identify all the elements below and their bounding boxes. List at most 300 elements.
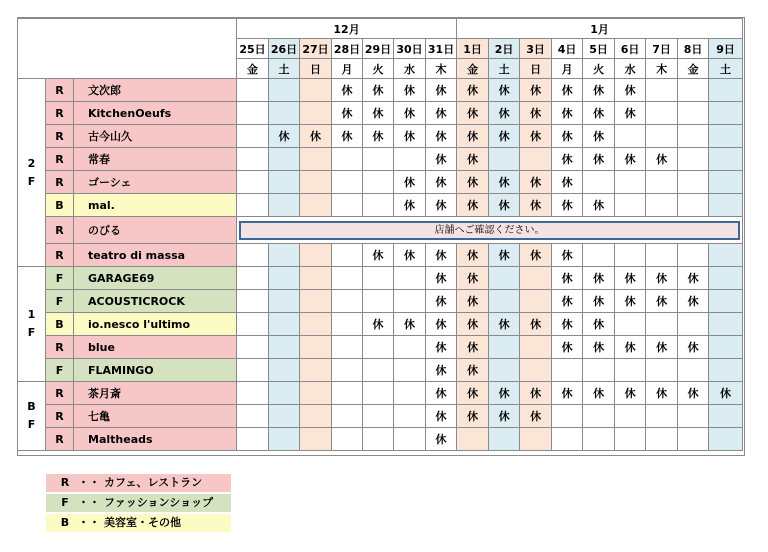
day-cell — [709, 428, 743, 451]
day-cell — [678, 405, 709, 428]
day-cell — [363, 171, 394, 194]
date-cell: 5日 — [583, 39, 615, 59]
weekday-cell: 土 — [489, 59, 520, 79]
weekday-cell: 木 — [426, 59, 457, 79]
day-cell: 休 — [457, 148, 489, 171]
store-category: R — [46, 148, 74, 171]
table-row — [18, 359, 743, 382]
day-cell — [646, 171, 678, 194]
day-cell — [300, 359, 332, 382]
day-cell: 休 — [489, 382, 520, 405]
date-cell: 9日 — [709, 39, 743, 59]
table-row — [18, 79, 743, 102]
store-name: mal. — [74, 194, 237, 217]
table-row — [18, 336, 743, 359]
store-name: のびる — [74, 217, 237, 244]
day-cell — [363, 359, 394, 382]
day-cell: 休 — [520, 405, 552, 428]
weekday-cell: 金 — [457, 59, 489, 79]
date-cell: 26日 — [269, 39, 300, 59]
store-name: ゴーシェ — [74, 171, 237, 194]
store-category: R — [46, 382, 74, 405]
day-cell — [709, 359, 743, 382]
day-cell: 休 — [457, 102, 489, 125]
day-cell: 休 — [583, 313, 615, 336]
store-name: FLAMINGO — [74, 359, 237, 382]
day-cell — [363, 148, 394, 171]
day-cell — [678, 79, 709, 102]
day-cell — [394, 428, 426, 451]
day-cell — [332, 148, 363, 171]
header-corner — [18, 19, 237, 79]
day-cell: 休 — [457, 405, 489, 428]
month-header-row — [18, 19, 743, 39]
day-cell: 休 — [678, 382, 709, 405]
day-cell: 休 — [426, 194, 457, 217]
weekday-cell: 火 — [583, 59, 615, 79]
legend-key: B — [60, 516, 70, 529]
day-cell: 休 — [332, 125, 363, 148]
weekday-cell: 土 — [269, 59, 300, 79]
day-cell: 休 — [457, 171, 489, 194]
day-cell — [237, 244, 269, 267]
day-cell: 休 — [520, 194, 552, 217]
day-cell: 休 — [426, 336, 457, 359]
day-cell: 休 — [394, 244, 426, 267]
day-cell — [678, 171, 709, 194]
store-category: B — [46, 194, 74, 217]
day-cell — [709, 171, 743, 194]
day-cell — [489, 336, 520, 359]
day-cell — [583, 359, 615, 382]
day-cell — [237, 267, 269, 290]
day-cell: 休 — [583, 148, 615, 171]
day-cell — [237, 290, 269, 313]
day-cell — [332, 382, 363, 405]
floor-label-part: F — [27, 174, 36, 188]
day-cell: 休 — [583, 102, 615, 125]
day-cell — [237, 382, 269, 405]
weekday-cell: 火 — [363, 59, 394, 79]
day-cell — [269, 359, 300, 382]
day-cell — [363, 405, 394, 428]
day-cell: 休 — [489, 79, 520, 102]
table-row — [18, 125, 743, 148]
day-cell — [269, 79, 300, 102]
floor-label-1f — [18, 267, 46, 382]
day-cell — [646, 244, 678, 267]
day-cell: 休 — [646, 267, 678, 290]
day-cell: 休 — [552, 244, 583, 267]
day-cell — [269, 336, 300, 359]
day-cell: 休 — [457, 359, 489, 382]
day-cell: 休 — [552, 125, 583, 148]
date-cell: 6日 — [615, 39, 646, 59]
day-cell — [552, 359, 583, 382]
day-cell — [646, 125, 678, 148]
day-cell: 休 — [520, 171, 552, 194]
day-cell — [709, 148, 743, 171]
day-cell — [300, 244, 332, 267]
table-row — [18, 267, 743, 290]
table-row — [18, 148, 743, 171]
store-category: R — [46, 102, 74, 125]
day-cell — [615, 405, 646, 428]
store-name: blue — [74, 336, 237, 359]
store-category: F — [46, 290, 74, 313]
store-category: B — [46, 313, 74, 336]
day-cell — [332, 290, 363, 313]
day-cell: 休 — [457, 194, 489, 217]
store-name: 七亀 — [74, 405, 237, 428]
store-category: R — [46, 244, 74, 267]
day-cell — [363, 267, 394, 290]
day-cell: 休 — [426, 313, 457, 336]
store-name: KitchenOeufs — [74, 102, 237, 125]
day-cell: 休 — [583, 194, 615, 217]
day-cell — [363, 194, 394, 217]
legend-dots: ・・ — [78, 476, 100, 489]
weekday-cell: 土 — [709, 59, 743, 79]
day-cell — [646, 194, 678, 217]
day-cell — [678, 359, 709, 382]
store-category: R — [46, 125, 74, 148]
day-cell — [583, 171, 615, 194]
day-cell: 休 — [363, 313, 394, 336]
day-cell: 休 — [457, 79, 489, 102]
day-cell — [615, 194, 646, 217]
day-cell: 休 — [394, 171, 426, 194]
legend-dots: ・・ — [78, 516, 100, 529]
day-cell: 休 — [678, 267, 709, 290]
date-cell: 2日 — [489, 39, 520, 59]
store-name: teatro di massa — [74, 244, 237, 267]
day-cell: 休 — [646, 148, 678, 171]
day-cell: 休 — [489, 313, 520, 336]
day-cell: 休 — [394, 125, 426, 148]
day-cell: 休 — [457, 313, 489, 336]
day-cell — [269, 382, 300, 405]
weekday-cell: 水 — [615, 59, 646, 79]
day-cell: 休 — [615, 290, 646, 313]
day-cell: 休 — [332, 79, 363, 102]
weekday-cell: 日 — [300, 59, 332, 79]
day-cell — [646, 102, 678, 125]
date-cell: 27日 — [300, 39, 332, 59]
day-cell — [709, 405, 743, 428]
date-cell: 31日 — [426, 39, 457, 59]
day-cell: 休 — [426, 405, 457, 428]
day-cell: 休 — [363, 244, 394, 267]
day-cell: 休 — [426, 290, 457, 313]
floor-label-part: 2 — [27, 156, 36, 170]
legend-item — [46, 474, 231, 492]
day-cell — [678, 428, 709, 451]
day-cell: 休 — [394, 194, 426, 217]
date-cell: 29日 — [363, 39, 394, 59]
day-cell: 休 — [489, 194, 520, 217]
day-cell: 休 — [426, 428, 457, 451]
day-cell — [237, 359, 269, 382]
day-cell: 休 — [552, 148, 583, 171]
legend-description: ファッションショップ — [104, 496, 214, 509]
day-cell — [646, 405, 678, 428]
day-cell — [615, 313, 646, 336]
store-name: io.nesco l'ultimo — [74, 313, 237, 336]
day-cell — [709, 244, 743, 267]
table-row — [18, 405, 743, 428]
day-cell — [269, 290, 300, 313]
table-row — [18, 244, 743, 267]
day-cell — [583, 428, 615, 451]
weekday-cell: 月 — [332, 59, 363, 79]
day-cell: 休 — [520, 125, 552, 148]
day-cell — [489, 428, 520, 451]
notice-cell — [237, 217, 743, 244]
day-cell — [332, 194, 363, 217]
day-cell — [363, 382, 394, 405]
day-cell — [237, 102, 269, 125]
day-cell — [394, 290, 426, 313]
store-name: 文次郎 — [74, 79, 237, 102]
day-cell: 休 — [426, 171, 457, 194]
day-cell — [520, 336, 552, 359]
day-cell — [646, 359, 678, 382]
day-cell: 休 — [426, 382, 457, 405]
holiday-calendar-table — [17, 18, 743, 451]
day-cell — [300, 336, 332, 359]
floor-label-part: 1 — [27, 308, 36, 321]
legend-key: R — [60, 476, 70, 489]
table-row — [18, 217, 743, 244]
legend-item — [46, 514, 231, 532]
day-cell — [709, 125, 743, 148]
store-name: Maltheads — [74, 428, 237, 451]
day-cell — [300, 194, 332, 217]
day-cell — [237, 428, 269, 451]
day-cell — [363, 336, 394, 359]
day-cell — [646, 79, 678, 102]
weekday-cell: 金 — [237, 59, 269, 79]
day-cell — [332, 359, 363, 382]
day-cell: 休 — [426, 125, 457, 148]
day-cell — [615, 171, 646, 194]
day-cell: 休 — [520, 313, 552, 336]
day-cell: 休 — [552, 79, 583, 102]
date-cell: 1日 — [457, 39, 489, 59]
table-row — [18, 313, 743, 336]
day-cell — [269, 194, 300, 217]
day-cell — [709, 313, 743, 336]
day-cell: 休 — [394, 102, 426, 125]
day-cell — [237, 148, 269, 171]
table-row — [18, 194, 743, 217]
table-row — [18, 382, 743, 405]
day-cell — [269, 313, 300, 336]
day-cell: 休 — [709, 382, 743, 405]
day-cell — [237, 405, 269, 428]
day-cell — [237, 79, 269, 102]
day-cell — [615, 359, 646, 382]
day-cell: 休 — [646, 382, 678, 405]
day-cell: 休 — [363, 125, 394, 148]
day-cell — [678, 102, 709, 125]
store-name: ACOUSTICROCK — [74, 290, 237, 313]
day-cell — [520, 148, 552, 171]
day-cell: 休 — [489, 125, 520, 148]
day-cell: 休 — [615, 382, 646, 405]
day-cell: 休 — [615, 267, 646, 290]
floor-label-part: F — [27, 418, 36, 431]
day-cell: 休 — [457, 382, 489, 405]
day-cell: 休 — [269, 125, 300, 148]
day-cell — [332, 267, 363, 290]
store-category: R — [46, 428, 74, 451]
day-cell: 休 — [489, 171, 520, 194]
day-cell: 休 — [394, 79, 426, 102]
store-category: R — [46, 405, 74, 428]
day-cell — [709, 290, 743, 313]
day-cell — [332, 171, 363, 194]
notice-box: 店舗へご確認ください。 — [239, 221, 740, 240]
day-cell — [678, 194, 709, 217]
day-cell: 休 — [615, 102, 646, 125]
floor-label-2f — [18, 79, 46, 267]
day-cell: 休 — [426, 102, 457, 125]
day-cell: 休 — [552, 102, 583, 125]
day-cell: 休 — [457, 267, 489, 290]
day-cell: 休 — [583, 79, 615, 102]
day-cell — [300, 148, 332, 171]
legend-dots: ・・ — [78, 496, 100, 509]
day-cell — [300, 79, 332, 102]
day-cell: 休 — [552, 382, 583, 405]
day-cell — [489, 290, 520, 313]
day-cell — [489, 359, 520, 382]
day-cell — [520, 290, 552, 313]
day-cell — [520, 428, 552, 451]
date-cell: 25日 — [237, 39, 269, 59]
day-cell: 休 — [583, 382, 615, 405]
store-category: R — [46, 171, 74, 194]
day-cell — [269, 171, 300, 194]
day-cell — [269, 267, 300, 290]
day-cell — [332, 313, 363, 336]
day-cell: 休 — [426, 148, 457, 171]
day-cell — [520, 359, 552, 382]
day-cell: 休 — [426, 244, 457, 267]
day-cell: 休 — [583, 267, 615, 290]
day-cell: 休 — [489, 244, 520, 267]
day-cell — [237, 313, 269, 336]
store-name: GARAGE69 — [74, 267, 237, 290]
day-cell: 休 — [552, 171, 583, 194]
date-cell: 4日 — [552, 39, 583, 59]
date-cell: 3日 — [520, 39, 552, 59]
store-category: F — [46, 267, 74, 290]
weekday-cell: 金 — [678, 59, 709, 79]
day-cell — [678, 125, 709, 148]
day-cell — [615, 428, 646, 451]
day-cell — [300, 313, 332, 336]
day-cell: 休 — [552, 194, 583, 217]
day-cell — [269, 148, 300, 171]
day-cell — [237, 125, 269, 148]
day-cell — [709, 79, 743, 102]
table-row — [18, 290, 743, 313]
day-cell — [300, 290, 332, 313]
day-cell — [709, 194, 743, 217]
day-cell: 休 — [426, 267, 457, 290]
day-cell — [583, 405, 615, 428]
date-cell: 28日 — [332, 39, 363, 59]
weekday-cell: 月 — [552, 59, 583, 79]
day-cell — [394, 382, 426, 405]
day-cell: 休 — [552, 336, 583, 359]
day-cell: 休 — [363, 79, 394, 102]
day-cell — [269, 428, 300, 451]
table-row — [18, 102, 743, 125]
day-cell — [394, 405, 426, 428]
weekday-cell: 日 — [520, 59, 552, 79]
day-cell: 休 — [615, 148, 646, 171]
day-cell: 休 — [552, 313, 583, 336]
day-cell — [678, 244, 709, 267]
day-cell — [615, 244, 646, 267]
day-cell — [237, 171, 269, 194]
day-cell — [394, 359, 426, 382]
legend-key: F — [61, 496, 69, 509]
day-cell — [552, 405, 583, 428]
day-cell — [394, 148, 426, 171]
date-cell: 8日 — [678, 39, 709, 59]
day-cell — [269, 405, 300, 428]
day-cell — [300, 267, 332, 290]
day-cell — [583, 244, 615, 267]
weekday-cell: 木 — [646, 59, 678, 79]
day-cell — [489, 148, 520, 171]
day-cell — [678, 313, 709, 336]
day-cell: 休 — [583, 290, 615, 313]
day-cell — [300, 405, 332, 428]
day-cell: 休 — [426, 79, 457, 102]
day-cell: 休 — [615, 336, 646, 359]
day-cell — [678, 148, 709, 171]
day-cell: 休 — [394, 313, 426, 336]
day-cell: 休 — [426, 359, 457, 382]
day-cell — [300, 102, 332, 125]
day-cell: 休 — [457, 336, 489, 359]
store-name: 茶月斎 — [74, 382, 237, 405]
month-january: 1月 — [457, 19, 743, 39]
store-category: F — [46, 359, 74, 382]
weekday-cell: 水 — [394, 59, 426, 79]
floor-label-part: B — [27, 400, 36, 413]
day-cell — [237, 194, 269, 217]
day-cell: 休 — [332, 102, 363, 125]
day-cell — [300, 171, 332, 194]
day-cell: 休 — [583, 125, 615, 148]
day-cell — [332, 405, 363, 428]
day-cell — [269, 102, 300, 125]
day-cell: 休 — [489, 102, 520, 125]
day-cell — [363, 290, 394, 313]
day-cell: 休 — [520, 79, 552, 102]
legend-description: カフェ、レストラン — [104, 476, 203, 489]
floor-label-part: F — [27, 326, 36, 339]
store-category: R — [46, 336, 74, 359]
date-cell: 30日 — [394, 39, 426, 59]
